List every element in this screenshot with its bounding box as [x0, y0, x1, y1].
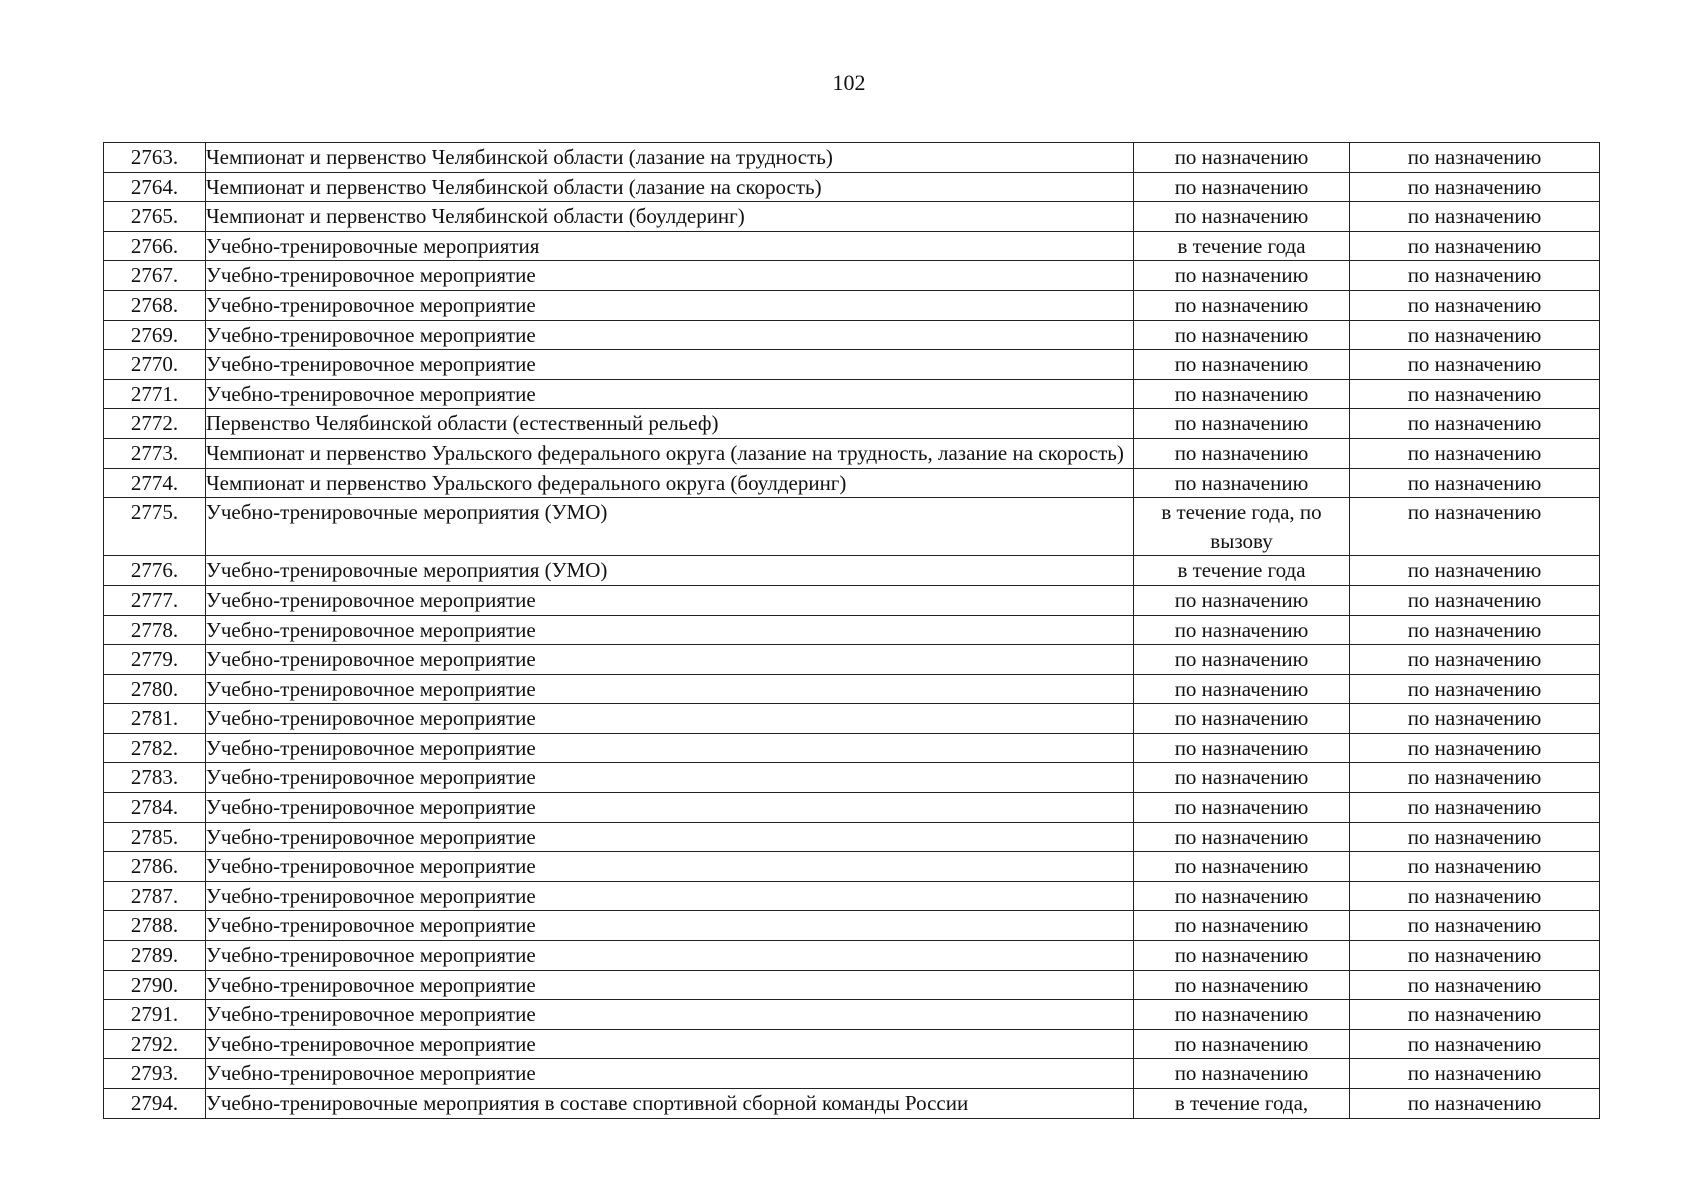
- table-row: [104, 793, 1600, 823]
- row-number-cell: 2766.: [104, 231, 206, 261]
- table-row: [104, 852, 1600, 882]
- event-place-cell: по назначению: [1350, 409, 1600, 439]
- row-number-cell: 2773.: [104, 438, 206, 468]
- event-term-cell: по назначению: [1134, 438, 1350, 468]
- event-term-cell: по назначению: [1134, 1029, 1350, 1059]
- event-place-cell: по назначению: [1350, 941, 1600, 971]
- event-name-cell: Учебно-тренировочное мероприятие: [206, 261, 1134, 291]
- events-table-body: [104, 143, 1600, 1119]
- row-number-cell: 2774.: [104, 468, 206, 498]
- event-place-cell: по назначению: [1350, 468, 1600, 498]
- event-place-cell: по назначению: [1350, 674, 1600, 704]
- event-name-cell: Первенство Челябинской области (естественный рельеф): [206, 409, 1134, 439]
- row-number-cell: 2792.: [104, 1029, 206, 1059]
- row-number-cell: 2775.: [104, 498, 206, 556]
- table-row: [104, 822, 1600, 852]
- table-row: [104, 320, 1600, 350]
- event-term-cell: по назначению: [1134, 793, 1350, 823]
- row-number-cell: 2780.: [104, 674, 206, 704]
- table-row: [104, 202, 1600, 232]
- event-place-cell: по назначению: [1350, 556, 1600, 586]
- event-name-cell: Учебно-тренировочное мероприятие: [206, 941, 1134, 971]
- event-term-cell: по назначению: [1134, 202, 1350, 232]
- event-place-cell: по назначению: [1350, 970, 1600, 1000]
- event-name-cell: Учебно-тренировочные мероприятия (УМО): [206, 498, 1134, 556]
- event-place-cell: по назначению: [1350, 498, 1600, 556]
- table-row: [104, 379, 1600, 409]
- table-row: [104, 498, 1600, 556]
- event-term-cell: по назначению: [1134, 261, 1350, 291]
- table-row: [104, 468, 1600, 498]
- row-number-cell: 2764.: [104, 172, 206, 202]
- row-number-cell: 2791.: [104, 1000, 206, 1030]
- event-place-cell: по назначению: [1350, 704, 1600, 734]
- row-number-cell: 2779.: [104, 645, 206, 675]
- table-row: [104, 941, 1600, 971]
- event-name-cell: Чемпионат и первенство Челябинской области (лазание на трудность): [206, 143, 1134, 173]
- event-term-cell: в течение года, по вызову: [1134, 498, 1350, 556]
- event-place-cell: по назначению: [1350, 261, 1600, 291]
- row-number-cell: 2782.: [104, 733, 206, 763]
- table-row: [104, 585, 1600, 615]
- event-name-cell: Учебно-тренировочное мероприятие: [206, 733, 1134, 763]
- event-place-cell: по назначению: [1350, 645, 1600, 675]
- table-row: [104, 674, 1600, 704]
- table-row: [104, 970, 1600, 1000]
- row-number-cell: 2794.: [104, 1089, 206, 1119]
- event-term-cell: в течение года: [1134, 556, 1350, 586]
- table-row: [104, 704, 1600, 734]
- table-row: [104, 1089, 1600, 1119]
- table-row: [104, 290, 1600, 320]
- event-term-cell: по назначению: [1134, 468, 1350, 498]
- table-row: [104, 763, 1600, 793]
- table-row: [104, 556, 1600, 586]
- event-name-cell: Учебно-тренировочное мероприятие: [206, 852, 1134, 882]
- row-number-cell: 2788.: [104, 911, 206, 941]
- row-number-cell: 2772.: [104, 409, 206, 439]
- event-name-cell: Учебно-тренировочное мероприятие: [206, 320, 1134, 350]
- row-number-cell: 2778.: [104, 615, 206, 645]
- event-name-cell: Учебно-тренировочное мероприятие: [206, 379, 1134, 409]
- event-term-cell: по назначению: [1134, 350, 1350, 380]
- event-term-cell: по назначению: [1134, 320, 1350, 350]
- table-row: [104, 881, 1600, 911]
- row-number-cell: 2787.: [104, 881, 206, 911]
- event-term-cell: по назначению: [1134, 674, 1350, 704]
- event-place-cell: по назначению: [1350, 852, 1600, 882]
- event-name-cell: Учебно-тренировочное мероприятие: [206, 793, 1134, 823]
- event-place-cell: по назначению: [1350, 1029, 1600, 1059]
- row-number-cell: 2777.: [104, 585, 206, 615]
- event-place-cell: по назначению: [1350, 1059, 1600, 1089]
- event-term-cell: по назначению: [1134, 763, 1350, 793]
- event-term-cell: по назначению: [1134, 290, 1350, 320]
- event-term-cell: по назначению: [1134, 1059, 1350, 1089]
- event-name-cell: Учебно-тренировочные мероприятия в составе спортивной сборной команды России: [206, 1089, 1134, 1119]
- table-row: [104, 143, 1600, 173]
- event-term-cell: по назначению: [1134, 1000, 1350, 1030]
- event-name-cell: Учебно-тренировочное мероприятие: [206, 822, 1134, 852]
- table-row: [104, 645, 1600, 675]
- event-place-cell: по назначению: [1350, 763, 1600, 793]
- event-term-cell: по назначению: [1134, 409, 1350, 439]
- event-place-cell: по назначению: [1350, 202, 1600, 232]
- event-name-cell: Учебно-тренировочное мероприятие: [206, 615, 1134, 645]
- event-name-cell: Учебно-тренировочное мероприятие: [206, 911, 1134, 941]
- row-number-cell: 2784.: [104, 793, 206, 823]
- row-number-cell: 2771.: [104, 379, 206, 409]
- event-name-cell: Учебно-тренировочное мероприятие: [206, 290, 1134, 320]
- event-place-cell: по назначению: [1350, 1089, 1600, 1119]
- event-name-cell: Учебно-тренировочное мероприятие: [206, 704, 1134, 734]
- table-row: [104, 1029, 1600, 1059]
- row-number-cell: 2768.: [104, 290, 206, 320]
- event-place-cell: по назначению: [1350, 1000, 1600, 1030]
- event-term-cell: по назначению: [1134, 881, 1350, 911]
- row-number-cell: 2765.: [104, 202, 206, 232]
- row-number-cell: 2763.: [104, 143, 206, 173]
- event-name-cell: Учебно-тренировочное мероприятие: [206, 970, 1134, 1000]
- event-name-cell: Учебно-тренировочное мероприятие: [206, 674, 1134, 704]
- event-name-cell: Учебно-тренировочное мероприятие: [206, 645, 1134, 675]
- event-term-cell: по назначению: [1134, 615, 1350, 645]
- event-name-cell: Учебно-тренировочное мероприятие: [206, 1059, 1134, 1089]
- event-term-cell: по назначению: [1134, 704, 1350, 734]
- event-place-cell: по назначению: [1350, 379, 1600, 409]
- table-row: [104, 172, 1600, 202]
- event-term-cell: по назначению: [1134, 733, 1350, 763]
- event-name-cell: Чемпионат и первенство Уральского федерального округа (лазание на трудность, лазание на скорость): [206, 438, 1134, 468]
- table-row: [104, 615, 1600, 645]
- row-number-cell: 2769.: [104, 320, 206, 350]
- event-place-cell: по назначению: [1350, 733, 1600, 763]
- row-number-cell: 2790.: [104, 970, 206, 1000]
- event-place-cell: по назначению: [1350, 172, 1600, 202]
- event-term-cell: в течение года,: [1134, 1089, 1350, 1119]
- table-row: [104, 438, 1600, 468]
- event-place-cell: по назначению: [1350, 911, 1600, 941]
- event-term-cell: по назначению: [1134, 941, 1350, 971]
- event-term-cell: по назначению: [1134, 379, 1350, 409]
- event-name-cell: Учебно-тренировочное мероприятие: [206, 1029, 1134, 1059]
- event-name-cell: Чемпионат и первенство Уральского федерального округа (боулдеринг): [206, 468, 1134, 498]
- event-name-cell: Учебно-тренировочное мероприятие: [206, 1000, 1134, 1030]
- table-row: [104, 231, 1600, 261]
- event-place-cell: по назначению: [1350, 143, 1600, 173]
- events-table: [103, 142, 1600, 1119]
- row-number-cell: 2767.: [104, 261, 206, 291]
- event-name-cell: Учебно-тренировочное мероприятие: [206, 763, 1134, 793]
- event-place-cell: по назначению: [1350, 585, 1600, 615]
- event-name-cell: Учебно-тренировочное мероприятие: [206, 585, 1134, 615]
- table-row: [104, 911, 1600, 941]
- table-row: [104, 733, 1600, 763]
- event-place-cell: по назначению: [1350, 320, 1600, 350]
- row-number-cell: 2786.: [104, 852, 206, 882]
- event-name-cell: Учебно-тренировочное мероприятие: [206, 881, 1134, 911]
- event-name-cell: Чемпионат и первенство Челябинской области (боулдеринг): [206, 202, 1134, 232]
- event-term-cell: по назначению: [1134, 822, 1350, 852]
- event-term-cell: по назначению: [1134, 911, 1350, 941]
- table-row: [104, 1059, 1600, 1089]
- event-place-cell: по назначению: [1350, 438, 1600, 468]
- row-number-cell: 2793.: [104, 1059, 206, 1089]
- event-place-cell: по назначению: [1350, 881, 1600, 911]
- table-row: [104, 1000, 1600, 1030]
- table-row: [104, 350, 1600, 380]
- table-row: [104, 261, 1600, 291]
- event-place-cell: по назначению: [1350, 231, 1600, 261]
- event-name-cell: Чемпионат и первенство Челябинской области (лазание на скорость): [206, 172, 1134, 202]
- event-term-cell: по назначению: [1134, 172, 1350, 202]
- row-number-cell: 2776.: [104, 556, 206, 586]
- event-name-cell: Учебно-тренировочные мероприятия: [206, 231, 1134, 261]
- event-name-cell: Учебно-тренировочные мероприятия (УМО): [206, 556, 1134, 586]
- event-term-cell: по назначению: [1134, 970, 1350, 1000]
- event-place-cell: по назначению: [1350, 350, 1600, 380]
- event-place-cell: по назначению: [1350, 793, 1600, 823]
- event-term-cell: по назначению: [1134, 852, 1350, 882]
- row-number-cell: 2781.: [104, 704, 206, 734]
- event-term-cell: по назначению: [1134, 585, 1350, 615]
- row-number-cell: 2770.: [104, 350, 206, 380]
- event-place-cell: по назначению: [1350, 615, 1600, 645]
- event-term-cell: в течение года: [1134, 231, 1350, 261]
- event-term-cell: по назначению: [1134, 645, 1350, 675]
- row-number-cell: 2789.: [104, 941, 206, 971]
- row-number-cell: 2783.: [104, 763, 206, 793]
- event-place-cell: по назначению: [1350, 290, 1600, 320]
- event-term-cell: по назначению: [1134, 143, 1350, 173]
- row-number-cell: 2785.: [104, 822, 206, 852]
- event-name-cell: Учебно-тренировочное мероприятие: [206, 350, 1134, 380]
- event-place-cell: по назначению: [1350, 822, 1600, 852]
- table-row: [104, 409, 1600, 439]
- page-number: 102: [832, 70, 866, 95]
